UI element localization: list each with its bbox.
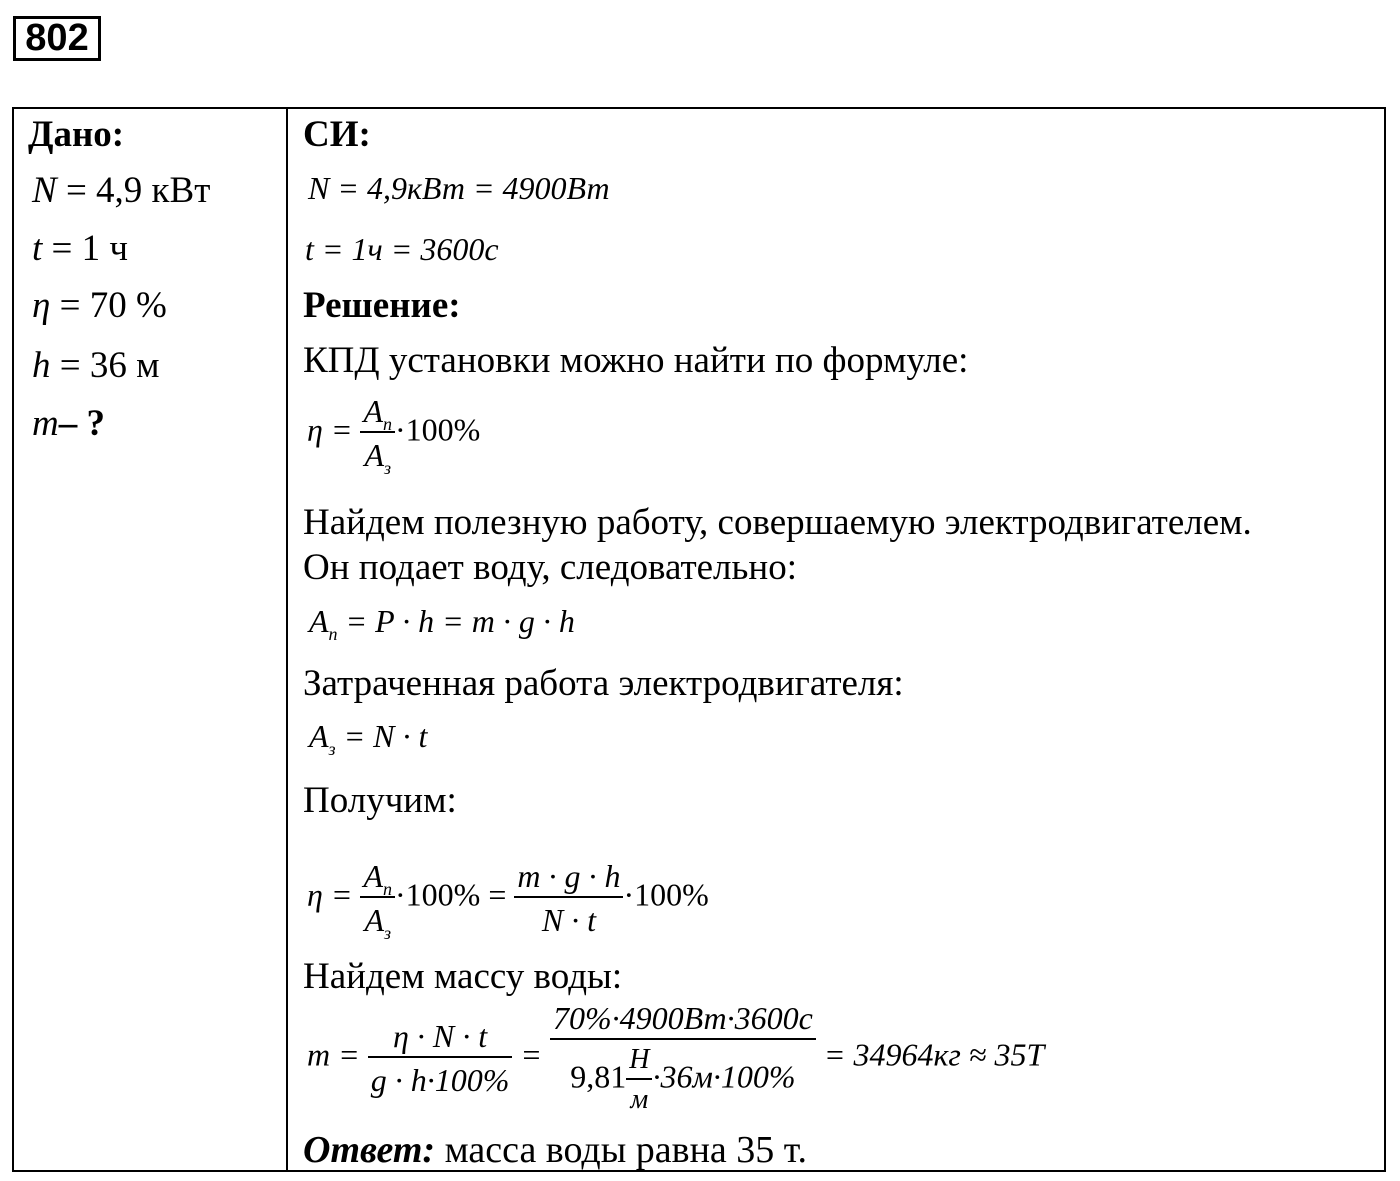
formula-lhs: η =: [307, 876, 353, 913]
solution-paragraph: Получим:: [303, 780, 457, 821]
numerator: A: [363, 858, 384, 894]
given-symbol: m: [32, 403, 59, 444]
si-header: СИ:: [303, 114, 371, 155]
formula-tail: ·100%: [395, 411, 481, 448]
problem-number: 802: [13, 16, 101, 61]
given-value: = 1 ч: [42, 228, 129, 269]
given-line: [32, 405, 105, 442]
unit-denominator: м: [626, 1078, 652, 1114]
given-value: – ?: [58, 403, 105, 444]
solution-paragraph: Найдем массу воды:: [303, 956, 623, 997]
given-symbol: h: [32, 345, 51, 386]
solution-paragraph: Затраченная работа электродвигателя:: [303, 663, 904, 704]
formula-lhs: m =: [307, 1036, 360, 1073]
useful-work-formula: [309, 603, 575, 644]
given-symbol: N: [32, 170, 57, 211]
efficiency-formula: [307, 393, 481, 478]
given-value: = 4,9 кВт: [56, 170, 211, 211]
denominator: [550, 1038, 816, 1114]
solution-paragraph: КПД установки можно найти по формуле:: [303, 340, 969, 381]
symbol: A: [309, 603, 329, 639]
numerator: η · N · t: [392, 1018, 488, 1054]
subscript: п: [383, 414, 393, 434]
numerator: A: [363, 393, 384, 429]
numerator: m · g · h: [517, 858, 621, 894]
subscript: з: [384, 923, 392, 943]
solution-paragraph: Он подает воду, следовательно:: [303, 547, 797, 588]
formula-rest: = P · h = m · g · h: [337, 603, 575, 639]
given-line: [32, 172, 210, 209]
formula-rest: = N · t: [335, 718, 428, 754]
given-symbol: η: [32, 285, 51, 326]
formula-tail: ·100%: [623, 876, 709, 913]
subscript: з: [328, 739, 336, 759]
denominator: g · h·100%: [368, 1056, 513, 1096]
formula-lhs: η =: [307, 411, 353, 448]
answer: [303, 1128, 807, 1172]
unit-fraction: [626, 1046, 652, 1114]
answer-text: масса воды равна 35 т.: [435, 1129, 808, 1171]
fraction: [368, 1020, 513, 1096]
formula-mid: ·100% =: [395, 876, 507, 913]
equals-sign: =: [520, 1036, 542, 1073]
fraction: [360, 393, 395, 478]
fraction: [514, 860, 623, 936]
fraction: [550, 1002, 816, 1114]
denominator-part: 9,81: [570, 1058, 627, 1095]
mass-formula: [307, 1002, 1044, 1114]
fraction: [360, 858, 395, 943]
symbol: A: [309, 718, 329, 754]
combined-formula: [307, 858, 709, 943]
answer-label: Ответ:: [303, 1129, 436, 1171]
denominator-part: ·36м·100%: [652, 1058, 796, 1095]
numerator: 70%·4900Вт·3600с: [552, 1000, 813, 1036]
solution-paragraph: Найдем полезную работу, совершаемую электродвигателем.: [303, 502, 1252, 543]
given-line: [32, 287, 167, 324]
denominator: N · t: [514, 896, 623, 936]
subscript: з: [384, 458, 392, 478]
column-divider: [286, 107, 288, 1172]
given-header: Дано:: [28, 114, 125, 155]
subscript: п: [328, 624, 338, 644]
given-value: = 36 м: [50, 345, 160, 386]
given-line: [32, 230, 128, 267]
si-line-time: t = 1ч = 3600с: [305, 231, 499, 267]
si-line-power: N = 4,9кВт = 4900Вт: [308, 170, 610, 206]
given-line: [32, 347, 160, 384]
denominator: A: [364, 902, 384, 938]
unit-numerator: Н: [629, 1044, 650, 1075]
denominator: A: [364, 437, 384, 473]
subscript: п: [383, 879, 393, 899]
spent-work-formula: [309, 718, 428, 759]
given-value: = 70 %: [50, 285, 167, 326]
formula-result: = 34964кг ≈ 35Т: [823, 1036, 1045, 1073]
solution-header: Решение:: [303, 285, 461, 326]
given-symbol: t: [32, 228, 43, 269]
